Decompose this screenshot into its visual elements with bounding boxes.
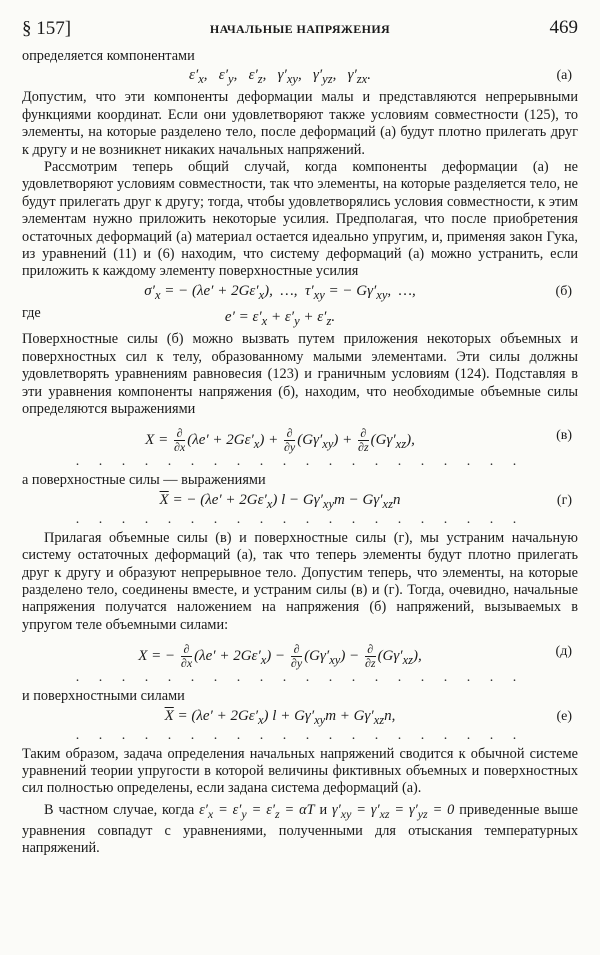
equation-d: X = − ∂ ∂x $(\lambda e' + 2G\varepsilon'_x)$ − ∂ ∂y $(G\gamma'_{xy})$ − ∂ ∂z $(G\gamma'_{xz})$, (д) — [138, 642, 572, 671]
ellipsis-dots: . . . . . . . . . . . . . . . . . . . . — [75, 454, 525, 470]
ellipsis-dots: . . . . . . . . . . . . . . . . . . . . — [75, 670, 525, 686]
running-title: НАЧАЛЬНЫЕ НАПРЯЖЕНИЯ — [209, 22, 391, 36]
equation-label: (a) — [556, 68, 572, 84]
paragraph-9-start: В частном случае, когда — [44, 801, 195, 818]
paragraph-9: В частном случае, когда $\varepsilon'_x = \varepsilon'_y = \varepsilon'_z = \alpha T$ и $\gamma'_{xy} = \gamma'_{xz} = \gamma'_{yz} = 0$ приведенные выше уравнения совпадут с уравнениями, полученными для отыскания температурных напряжений. — [22, 801, 578, 857]
equation-v: X = ∂ ∂x $(\lambda e' + 2G\varepsilon'_x)$ + ∂ ∂y $(G\gamma'_{xy})$ + ∂ ∂z $(G\gamma'_{xz})$, (в) — [145, 426, 572, 455]
equation-label: (г) — [556, 492, 572, 508]
equation-a: $\varepsilon'_x$, $\varepsilon'_y$, $\varepsilon'_z$, $\gamma'_{xy}$, $\gamma'_{yz}$, $\gamma'_{zx}$. (a) — [189, 67, 572, 87]
paragraph-4: Поверхностные силы (б) можно вызвать путем приложения некоторых объемных и поверхностных сил к телу, образованному малыми элементами. Эти силы должны удовлетворять уравнениям равновесия (123) и граничным условиям (124). Подставляя в эти уравнения компоненты напряжения (б), находим, что необходимые объемные силы определяются выражениями — [22, 331, 578, 417]
equation-e-prime: $e' = \varepsilon'_x + \varepsilon'_y + \varepsilon'_z$. — [224, 309, 336, 329]
equation-label: (д) — [555, 644, 572, 660]
paragraph-1: определяется компонентами — [22, 48, 195, 64]
page-header — [22, 14, 578, 42]
paragraph-2: Допустим, что эти компоненты деформации малы и представляются непрерывными функциями координат. Если они удовлетворяют также условиям совместности (125), то элементы, на которые разделено тело, после деформаций (а) будут плотно прилегать друг к другу и не возникнет никаких начальных напряжений. — [22, 89, 578, 158]
equation-label: (е) — [556, 708, 572, 724]
ellipsis-dots: . . . . . . . . . . . . . . . . . . . . — [75, 727, 525, 743]
equation-label: (в) — [556, 428, 572, 444]
paragraph-8: Таким образом, задача определения начальных напряжений сводится к обычной системе уравнений теории упругости в которой величины фиктивных объемных и поверхностных сил полностью определены, если задана система деформаций (а). — [22, 745, 578, 797]
page — [22, 14, 578, 858]
equation-label: (б) — [555, 283, 572, 299]
where-word: где — [22, 304, 41, 321]
paragraph-6: Прилагая объемные силы (в) и поверхностные силы (г), мы устраним начальную систему остаточных деформаций (а), так что теперь элементы будут плотно прилегать друг к другу и образуют непрерывное тело. Допустим теперь, что элементы, на которые разделено тело, соединены вместе, и устраним силы (в) и (г). Тогда, очевидно, начальные напряжения получатся наложением на напряжения (б) напряжений, вызываемых в упругом теле объемными силами: — [22, 529, 578, 633]
equation-g: $\overline{X}$ = − $(\lambda e' + 2G\varepsilon'_x)$ $l - G\gamma'_{xy}m - G\gamma'_{xz}n$ (г) — [159, 491, 572, 511]
paragraph-3: Рассмотрим теперь общий случай, когда компоненты деформации (а) не удовлетворяют условиям совместности, так что элементы, на которые разделяется тело, не будут прилегать друг к другу; тогда, чтобы удовлетворялись условия совместности, к этим элементам нужно приложить некоторые усилия. Предполагая, что после приобретения остаточных деформаций (а) материал остается идеально упругим, и, применяя закон Гука, из уравнений (11) и (6) находим, что систему деформаций (а) можно устранить, если приложить к каждому элементу поверхностные усилия — [22, 159, 578, 280]
paragraph-5: а поверхностные силы — выражениями — [22, 472, 266, 489]
page-number: 469 — [549, 17, 578, 38]
section-number: § 157] — [22, 18, 72, 39]
ellipsis-dots: . . . . . . . . . . . . . . . . . . . . — [75, 511, 525, 527]
paragraph-7: и поверхностными силами — [22, 688, 185, 705]
equation-b: $\sigma'_x$ = − $(\lambda e' + 2G\varepsilon'_x)$, …, $\tau'_{xy}$ = − $G\gamma'_{xy}$, …, (б) — [144, 282, 572, 302]
paragraph-9-end: приведенные выше уравнения совпадут с уравнениями, полученными для отыскания температурных напряжений. — [22, 801, 578, 857]
equation-e: $\overline{X} = (\lambda e' + 2G\varepsilon'_x) l + G\gamma'_{xy}m + G\gamma'_{xz}n$, (е) — [164, 707, 572, 727]
